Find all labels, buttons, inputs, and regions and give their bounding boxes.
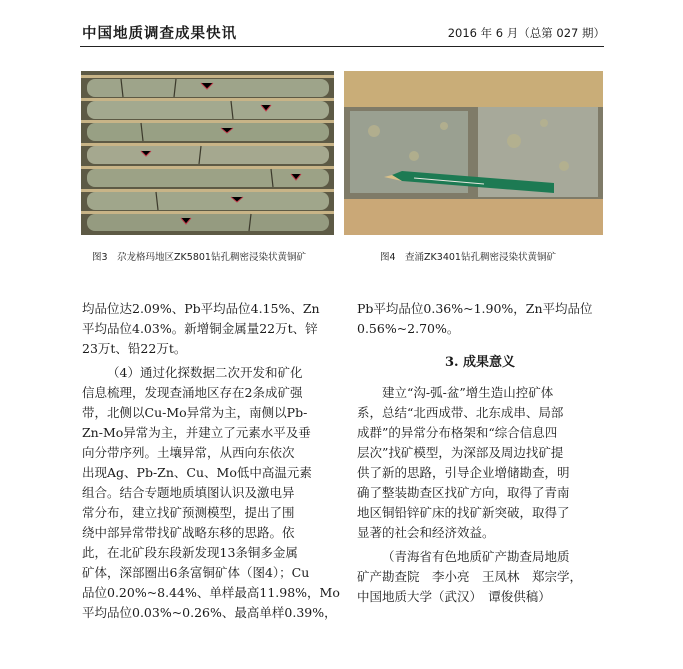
- text-line: 0.56%~2.70%。: [357, 321, 460, 336]
- text-line: 系，总结“北西成带、北东成串、局部: [357, 405, 564, 420]
- text-line: 向分带序列。土壤异常，从西向东依次: [82, 445, 295, 460]
- text-line: 出现Ag、Pb-Zn、Cu、Mo低中高温元素: [82, 465, 312, 480]
- text-line: 23万t、铅22万t。: [82, 341, 187, 356]
- text-line: 矿体，深部圈出6条富铜矿体（图4）；Cu: [82, 565, 310, 580]
- text-line: 常分布，建立找矿预测模型，提出了围: [82, 505, 295, 520]
- figure-3-photo: [81, 71, 334, 235]
- core-sample-image: [344, 71, 603, 235]
- text-line: 均品位达2.09%、Pb平均品位4.15%、Zn: [82, 301, 320, 316]
- text-line: 供了新的思路，引导企业增储勘查，明: [357, 465, 570, 480]
- core-rows: [87, 79, 329, 231]
- text-line: 建立“沟-弧-盆”增生造山控矿体: [382, 385, 554, 400]
- right-column: [357, 299, 603, 607]
- text-line: 显著的社会和经济效益。: [357, 525, 495, 540]
- journal-title: 中国地质调查成果快讯: [82, 26, 237, 42]
- credit-line: 矿产勘查院 李小亮 王凤林 郑宗学，: [357, 569, 583, 584]
- text-line: 组合。结合专题地质填图认识及激电异: [82, 485, 295, 500]
- text-line: 层次”找矿模型，为深部及周边找矿提: [357, 445, 564, 460]
- text-line: （4）通过化探数据二次开发和矿化: [107, 365, 303, 380]
- drill-core-image: [81, 71, 334, 235]
- credit-line: 中国地质大学（武汉） 谭俊供稿）: [357, 589, 551, 604]
- text-line: 信息梳理，发现查涌地区存在2条成矿强: [82, 385, 303, 400]
- text-line: 地区铜铅锌矿床的找矿新突破，取得了: [357, 505, 570, 520]
- figure-3-caption: 图3 尕龙格玛地区ZK5801钻孔稠密浸染状黄铜矿: [92, 252, 306, 263]
- issue-date: 2016 年 6 月（总第 027 期）: [447, 26, 605, 40]
- figure-4-caption: 图4 查涌ZK3401钻孔稠密浸染状黄铜矿: [380, 252, 556, 263]
- section-heading: 3. 成果意义: [444, 355, 516, 370]
- left-column: [82, 299, 340, 623]
- header-divider: [80, 46, 604, 47]
- text-line: 平均品位4.03%。新增铜金属量22万t、锌: [82, 321, 318, 336]
- text-line: 品位0.20%~8.44%、单样最高11.98%，Mo: [82, 585, 340, 600]
- figure-4-photo: [344, 71, 603, 235]
- text-line: 确了整装勘查区找矿方向，取得了青南: [357, 485, 570, 500]
- text-line: 成群”的异常分布格架和“综合信息四: [357, 425, 558, 440]
- text-line: 此，在北矿段东段新发现13条铜多金属: [82, 545, 298, 560]
- text-line: Zn-Mo异常为主，并建立了元素水平及垂: [82, 425, 311, 440]
- text-line: 带，北侧以Cu-Mo异常为主，南侧以Pb-: [82, 405, 308, 420]
- text-line: Pb平均品位0.36%~1.90%，Zn平均品位: [357, 301, 593, 316]
- credit-line: （青海省有色地质矿产勘查局地质: [382, 549, 570, 564]
- text-line: 平均品位0.03%~0.26%、最高单样0.39%，: [82, 605, 337, 620]
- text-line: 绕中部异常带找矿战略东移的思路。依: [82, 525, 295, 540]
